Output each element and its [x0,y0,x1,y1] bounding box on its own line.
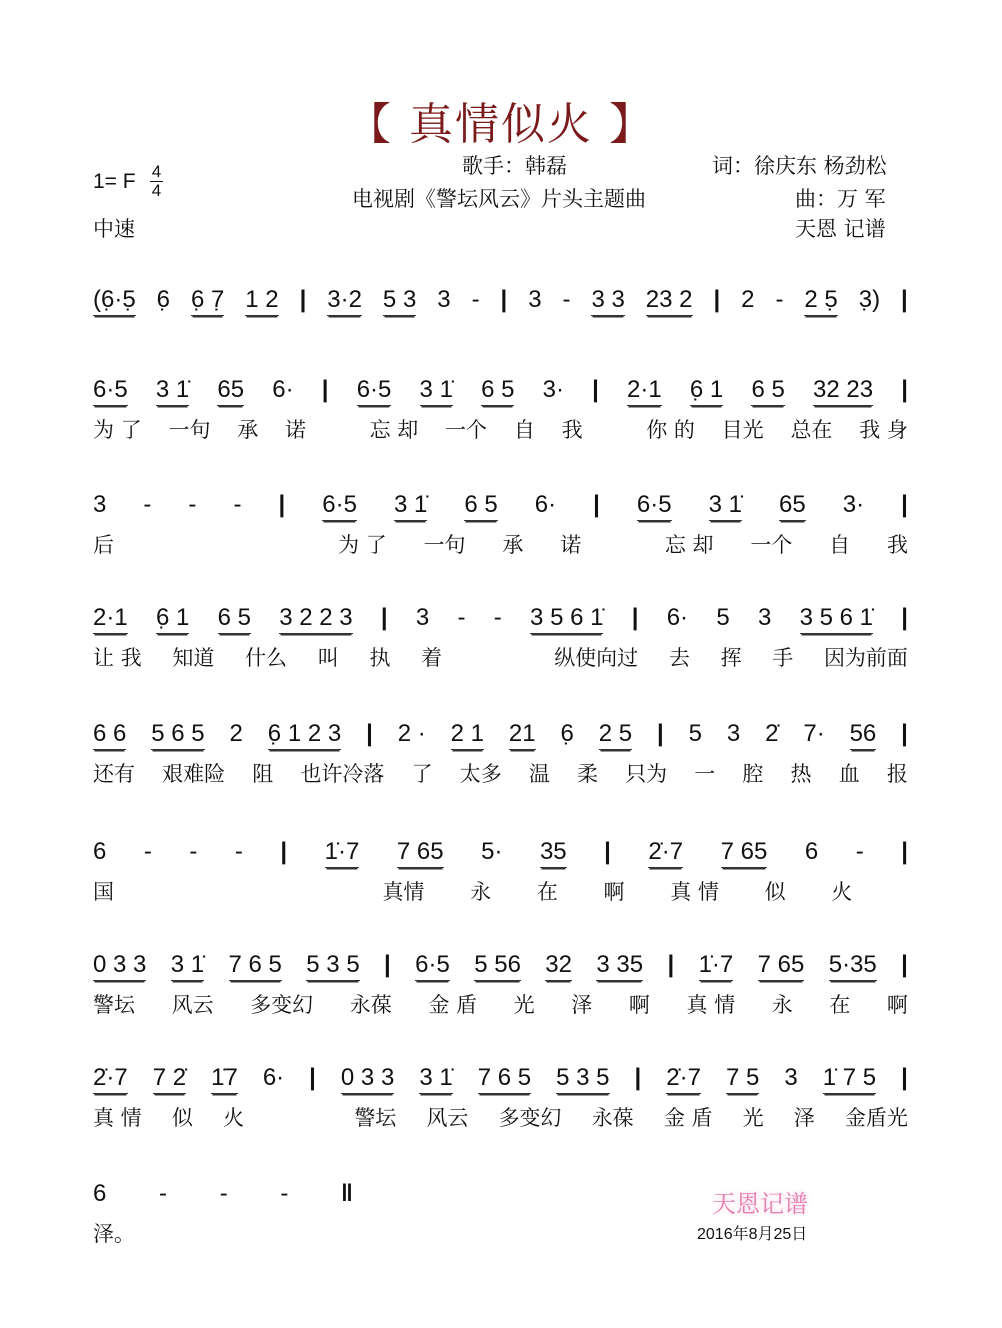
barline: | [901,604,908,631]
lyric: 一 [694,762,716,786]
barline: | [901,286,908,313]
lyric: 腔 [742,762,764,786]
note-group: - [775,286,784,313]
note-group: 23 2 [646,286,693,316]
lyric: 自 [513,418,535,442]
notes-row [93,286,908,316]
barline: | [384,951,391,978]
lyric: 泽。 [93,1222,135,1246]
lyric [333,414,343,444]
barline: | [593,491,600,518]
score-line [93,720,908,788]
note-group: 35 [540,838,567,868]
transcriber-stamp: 天恩记谱 [712,1190,808,1218]
lyric: 光 [513,993,535,1017]
note-group: 6· [666,604,689,631]
note-group: 5 6 5 [151,720,204,750]
lyric: 我 身 [859,418,908,442]
barline: | [592,376,599,403]
note-group: 32 23 [813,376,873,406]
lyric: 阻 [252,762,274,786]
barline: | [901,720,908,747]
note-group: 6 5 [751,376,784,406]
score-line [93,286,908,316]
lyric [327,876,337,906]
note-group: 3 [528,286,542,313]
lyric [160,876,170,906]
lyric: 纵使向过 [554,646,639,670]
note-group: 2 5̣ [804,286,837,316]
lyric: 诺 [560,533,582,557]
song-title: 【 真情似火 】 [347,99,655,150]
note-group: - [471,286,480,313]
lyric: 太多 [459,762,502,786]
note-group: 3 1̇ [419,1064,452,1094]
lyric: 火 [222,1106,244,1130]
lyric: 在 [536,880,558,904]
lyric: 自 [829,533,851,557]
note-group: 32 [545,951,572,981]
time-signature [150,164,163,199]
notes-row [93,376,908,406]
notes-row [93,838,908,868]
lyric: 真 情 [670,880,719,904]
lyric [274,1102,284,1132]
lyric: 了 [411,762,433,786]
notes-row [93,1180,353,1210]
lyric: 只为 [625,762,668,786]
barline: | [901,376,908,403]
lyric: 我 [886,533,908,557]
notes-row [93,951,908,981]
lyric: 去 [668,646,690,670]
time-top: 4 [151,162,162,181]
note-group: 7 65 [758,951,805,981]
note-group: 3 1̇ [420,376,453,406]
composer: 曲：万 军 [795,187,886,211]
note-group: - [189,838,198,865]
note-group: - [855,838,864,865]
score-line [93,491,908,559]
barline: | [380,604,388,631]
lyric: 金 盾 [428,993,478,1017]
lyric [514,642,524,672]
lyric: 真 情 [93,1106,142,1130]
lyric: 诺 [285,418,307,442]
lyrics-row [93,1102,908,1132]
tempo: 中速 [93,217,135,241]
lyric: 风云 [171,993,214,1017]
note-group: 7 65 [397,838,444,868]
lyric: 一句 [423,533,466,557]
note-group: 6 5 [464,491,497,521]
note-group: 3 [415,604,430,631]
note-group: - [188,491,197,518]
lyric: 因为前面 [823,646,908,670]
note-group: 6 5 [481,376,514,406]
lyric: 警坛 [354,1106,397,1130]
lyrics-row [93,642,908,672]
notes-row [93,1064,908,1094]
lyric: 金盾光 [844,1106,908,1130]
note-group: 5 3 5 [556,1064,609,1094]
lyric: 叫 [317,646,339,670]
note-group: 6̣ 1 [156,604,189,634]
lyric: 目光 [721,418,764,442]
note-group: 3 5 6 1̇ [530,604,603,634]
lyric: 国 [93,880,114,904]
note-group: 2̇·7 [93,1064,128,1094]
lyric: 报 [886,762,908,786]
note-group: 0 3 3 [341,1064,394,1094]
lyric: 知道 [172,646,215,670]
lyric: 后 [93,533,114,557]
barline: | [280,838,288,865]
lyricist: 词：徐庆东 杨劲松 [712,154,887,178]
lyric: 为 了 [338,533,387,557]
note-group: 6̣ 1 2 3 [268,720,341,750]
barline: | [309,1064,316,1091]
note-group: 3 5 6 1̇ [800,604,873,634]
notes-row [93,491,908,521]
lyrics-row [93,758,908,788]
note-group: 6 [93,838,107,865]
barline: | [901,838,908,865]
lyric [618,529,628,559]
note-group: 1̇7 [211,1064,238,1094]
lyrics-row [93,529,908,559]
note-group: 6̣ [560,720,574,747]
note-group: 5 3 [383,286,416,316]
time-bottom: 4 [151,181,162,200]
lyric: 泽 [571,993,593,1017]
barline: | [901,1064,908,1091]
lyric: 在 [829,993,851,1017]
note-group: 3·2 [327,286,362,316]
note-group: 5 [716,604,730,631]
lyric: 真 情 [686,993,736,1017]
note-group: 7 65 [721,838,768,868]
lyrics-row [93,876,908,906]
lyric: 多变幻 [250,993,314,1017]
note-group: 6̣ 1 [690,376,723,406]
note-group: 6 5 [218,604,251,634]
note-group: - [234,838,243,865]
note-group: 6· [534,491,557,518]
lyric: 永 [470,880,492,904]
note-group: 6·5 [93,376,128,406]
lyric [151,529,161,559]
barline: | [278,491,286,518]
note-group: - [280,1180,289,1207]
lyric: 泽 [793,1106,815,1130]
lyric: 金 盾 [663,1106,713,1130]
lyric: 手 [772,646,794,670]
lyric: 让 我 [93,646,142,670]
lyric [291,529,301,559]
lyric [198,529,208,559]
note-group: 2̇·7 [666,1064,701,1094]
note-group: 6·5 [637,491,672,521]
lyric: 一个 [750,533,793,557]
lyrics-row [93,989,908,1019]
subtitle: 电视剧《警坛风云》片头主题曲 [352,187,646,211]
note-group: 6· [272,376,294,403]
note-group: 3 2 2 3 [279,604,352,634]
note-group: 5· [481,838,503,865]
note-group: 6̣ 7̣ [191,286,224,316]
note-group: 2̇ [765,720,779,747]
note-group: 2 · [397,720,426,747]
note-group: 3 [93,491,107,518]
note-group: 3 [437,286,451,313]
lyric [271,876,281,906]
note-group: 3 [784,1064,798,1091]
note-group: - [493,604,502,631]
lyric [244,529,254,559]
lyric: 承 [502,533,524,557]
note-group: 2 [229,720,243,747]
note-group: - [562,286,571,313]
lyric [473,642,483,672]
lyric: 一个 [445,418,488,442]
barline: | [366,720,373,747]
lyric: 也许冷落 [300,762,385,786]
note-group: 7 5 [726,1064,759,1094]
barline: | [321,376,329,403]
barline: | [656,720,664,747]
note-group: 0 3 3 [93,951,146,981]
lyric: 忘 却 [664,533,714,557]
note-group: - [219,1180,228,1207]
note-group: 56 [850,720,877,750]
note-group: 3̣) [858,286,881,313]
note-group: 6·5 [415,951,450,981]
note-group: (6̣·5̣ [93,286,136,316]
transcriber: 天恩 记谱 [795,217,886,241]
barline: | [713,286,721,313]
lyric: 啊 [886,993,908,1017]
note-group: 2 1 [451,720,484,750]
barline: | [634,1064,642,1091]
lyric [609,414,619,444]
note-group: 5 3 5 [306,951,359,981]
note-group: 3 1̇ [156,376,189,406]
note-group: 6 [93,1180,107,1207]
note-group: 3 1̇ [394,491,427,521]
note-group: - [233,491,242,518]
lyric [215,876,225,906]
note-group: 1̇·7 [325,838,360,868]
note-group: - [159,1180,168,1207]
lyrics-row [93,414,908,444]
note-group: 1̇·7 [699,951,734,981]
note-group: 21 [509,720,536,750]
note-group: 1̇ 7 5 [823,1064,876,1094]
lyric: 风云 [426,1106,469,1130]
key-signature: 1= F [93,170,136,193]
note-group: 2 5 [599,720,632,750]
score-line [93,838,908,906]
lyric: 一句 [168,418,211,442]
barline: | [901,491,908,518]
note-group: 2·1 [627,376,662,406]
score-line [93,604,908,672]
note-group: 6·5 [322,491,357,521]
note-group: 65 [217,376,244,406]
lyric: 挥 [720,646,742,670]
lyric: 执 [369,646,391,670]
lyric: 啊 [628,993,650,1017]
lyric: 似 [764,880,786,904]
lyric: 着 [421,646,443,670]
lyric: 永葆 [349,993,392,1017]
lyric: 热 [790,762,812,786]
lyric: 永葆 [591,1106,634,1130]
notes-row [93,720,908,750]
note-group: 3 35 [596,951,643,981]
lyric: 你 的 [646,418,695,442]
lyric: 我 [561,418,583,442]
barline: | [631,604,639,631]
lyric: 真情 [382,880,425,904]
barline: | [667,951,675,978]
note-group: 3 [757,604,772,631]
singer: 歌手：韩磊 [462,154,567,178]
lyric: 承 [237,418,259,442]
note-group: 3 1̇ [171,951,204,981]
note-group: 5 [688,720,702,747]
lyric: 啊 [603,880,625,904]
score-line [93,1180,353,1248]
lyric: 温 [528,762,550,786]
barline: | [901,951,908,978]
note-group: 6̣ [156,286,170,313]
barline: | [299,286,307,313]
note-group: 6· [262,1064,285,1091]
note-group: 7 6 5 [478,1064,531,1094]
lyric [314,1102,324,1132]
notes-row [93,604,908,634]
lyric: 忘 却 [369,418,419,442]
lyric: 艰难险 [162,762,226,786]
note-group: 6 [804,838,819,865]
note-group: 3· [542,376,564,403]
note-group: 7 2̇ [153,1064,186,1094]
note-group: 3 [726,720,741,747]
note-group: 7· [803,720,825,747]
note-group: 3 3 [591,286,624,316]
lyric: 多变幻 [498,1106,562,1130]
note-group: 3 1̇ [709,491,742,521]
lyric: 血 [838,762,860,786]
lyric: 总在 [790,418,833,442]
lyric: 永 [771,993,793,1017]
note-group: - [143,491,152,518]
note-group: 3· [842,491,865,518]
lyric [898,876,908,906]
note-group: 2̇·7 [648,838,683,868]
barline: | [604,838,611,865]
note-group: 5 56 [474,951,521,981]
lyric: 为 了 [93,418,142,442]
lyric: 光 [742,1106,764,1130]
lyric: 警坛 [93,993,135,1017]
barline: ‖ [341,1180,353,1207]
score-line [93,376,908,444]
lyric: 还有 [93,762,135,786]
note-group: 6·5 [357,376,392,406]
note-group: 5·35 [829,951,877,981]
lyrics-row [93,1218,353,1248]
lyric: 什么 [245,646,288,670]
note-group: 2 [741,286,755,313]
note-group: 65 [779,491,806,521]
barline: | [500,286,508,313]
note-group: - [457,604,466,631]
score-line [93,1064,908,1132]
note-group: 7 6 5 [229,951,282,981]
lyric: 火 [831,880,853,904]
lyric: 柔 [576,762,598,786]
note-group: 6 6 [93,720,126,750]
note-group: 1 2 [245,286,278,316]
lyric: 似 [171,1106,193,1130]
score-line [93,951,908,1019]
note-group: 2·1 [93,604,128,634]
date: 2016年8月25日 [697,1226,808,1243]
note-group: - [143,838,152,865]
